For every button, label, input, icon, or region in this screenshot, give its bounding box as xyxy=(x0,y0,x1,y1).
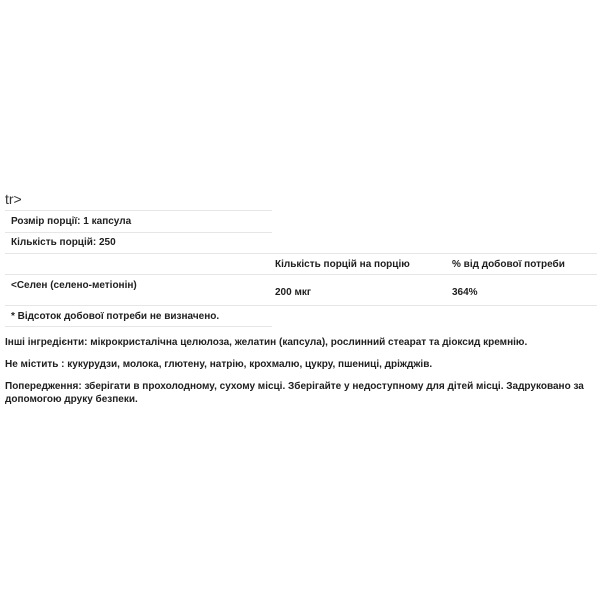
other-ingredients: Інші інгредієнти: мікрокристалічна целюлоза, желатин (капсула), рослинний стеарат та діоксид кремнію. xyxy=(5,337,528,348)
stray-text: tr> xyxy=(5,191,22,207)
warning-line-1: Попередження: зберігати в прохолодному, сухому місці. Зберігайте у недоступному для дітей місці. Задруковано за xyxy=(5,381,584,392)
warning-line-2: допомогою друку безпеки. xyxy=(5,394,138,405)
header-amount: Кількість порцій на порцію xyxy=(275,259,410,270)
nutrient-daily-value: 364% xyxy=(452,287,478,298)
divider xyxy=(5,326,272,327)
footnote: * Відсоток добової потреби не визначено. xyxy=(11,311,220,322)
divider xyxy=(5,253,597,254)
header-daily-value: % від добової потреби xyxy=(452,259,565,270)
nutrient-name: <Селен (селено-метіонін) xyxy=(11,280,137,291)
divider xyxy=(5,305,597,306)
servings-count: Кількість порцій: 250 xyxy=(11,237,116,248)
serving-size: Розмір порції: 1 капсула xyxy=(11,216,132,227)
free-from: Не містить : кукурудзи, молока, глютену, натрію, крохмалю, цукру, пшениці, дріжджів. xyxy=(5,359,433,370)
divider xyxy=(5,274,597,275)
divider xyxy=(5,210,272,211)
divider xyxy=(5,232,272,233)
nutrient-amount: 200 мкг xyxy=(275,287,312,298)
